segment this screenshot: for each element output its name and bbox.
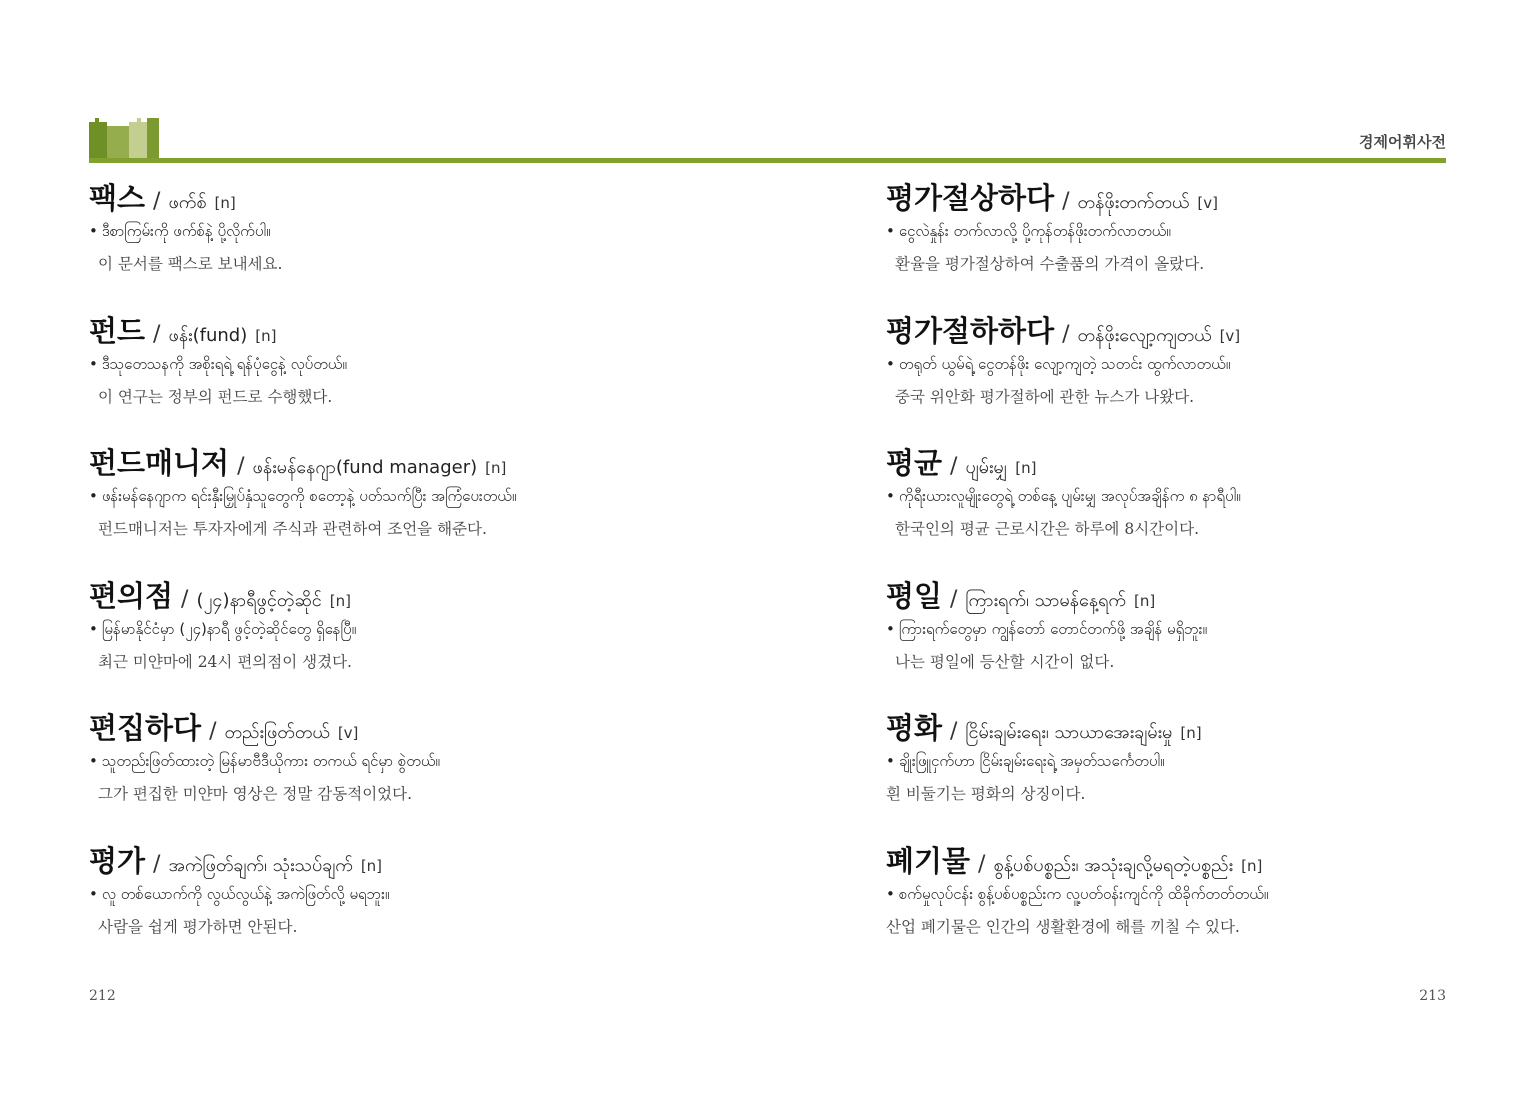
example-myanmar	[89, 355, 729, 377]
example-myanmar-text: တရုတ် ယွမ်ရဲ့ ငွေတန်ဖိုး လျော့ကျတဲ့ သတင်း ထွက်လာတယ်။	[898, 354, 1231, 373]
separator-slash: /	[950, 719, 958, 744]
entry-meaning: စွန့်ပစ်ပစ္စည်း၊ အသုံးချလို့မရတဲ့ပစ္စည်း	[993, 854, 1234, 876]
page-number-right: 213	[1419, 988, 1446, 1004]
example-korean: 환율을 평가절상하여 수출품의 가격이 올랐다.	[895, 255, 1205, 273]
example-myanmar-text: ကြားရက်တွေမှာ ကျွန်တော် တောင်တက်ဖို့ အချိန် မရှိဘူး။	[898, 619, 1208, 638]
entry-headline	[89, 309, 729, 351]
entry-word: 팩스	[89, 181, 146, 215]
example-myanmar	[886, 355, 1526, 377]
example-korean: 중국 위안화 평가절하에 관한 뉴스가 나왔다.	[895, 387, 1195, 406]
separator-slash: /	[237, 454, 245, 479]
book-title: 경제어휘사전	[1359, 133, 1446, 151]
entry-headline	[886, 706, 1526, 748]
separator-slash: /	[209, 719, 217, 744]
dictionary-entry	[89, 176, 729, 309]
example-korean: 나는 평일에 등산할 시간이 없다.	[895, 652, 1115, 671]
bullet-icon: •	[89, 619, 98, 638]
part-of-speech: [n]	[1134, 591, 1156, 610]
example-myanmar-text: ဖန်းမန်နေဂျာက ရင်းနှီးမြှုပ်နှံသူတွေကို စတော့နဲ့ ပတ်သက်ပြီး အကြံပေးတယ်။	[101, 487, 517, 505]
header-decoration	[89, 118, 159, 160]
entry-word: 평일	[886, 578, 943, 613]
separator-slash: /	[181, 586, 189, 612]
example-myanmar	[89, 752, 729, 774]
bullet-icon: •	[89, 884, 98, 903]
entry-meaning: ပျမ်းမျှ	[965, 457, 1008, 478]
example-myanmar	[89, 620, 729, 642]
bullet-icon: •	[886, 354, 895, 373]
right-page-column	[886, 176, 1526, 971]
entry-word: 평가	[89, 843, 146, 878]
bullet-icon: •	[886, 619, 895, 638]
separator-slash: /	[1062, 189, 1070, 214]
dictionary-entry	[886, 839, 1526, 972]
entry-headline	[886, 839, 1526, 881]
dictionary-entry	[886, 176, 1526, 309]
bullet-icon: •	[886, 884, 895, 903]
entry-word: 펀드	[89, 313, 146, 348]
separator-slash: /	[153, 321, 161, 347]
example-myanmar	[886, 487, 1526, 509]
entry-meaning: အကဲဖြတ်ချက်၊ သုံးသပ်ချက်	[168, 854, 353, 876]
dictionary-entry	[89, 309, 729, 442]
entry-meaning: ငြိမ်းချမ်းရေး၊ သာယာအေးချမ်းမှု	[965, 722, 1173, 743]
example-myanmar-text: ဒီစာကြမ်းကို ဖက်စ်နဲ့ ပို့လိုက်ပါ။	[101, 222, 271, 240]
entry-headline	[89, 706, 729, 748]
entry-word: 편의점	[89, 578, 174, 613]
bullet-icon: •	[89, 487, 98, 505]
header-rule	[89, 158, 1446, 163]
entry-headline	[89, 441, 729, 483]
deco-block	[89, 122, 107, 160]
example-myanmar	[886, 222, 1526, 244]
bullet-icon: •	[886, 222, 895, 240]
entry-word: 펀드매니저	[89, 446, 230, 480]
example-korean: 흰 비둘기는 평화의 상징이다.	[886, 785, 1086, 803]
part-of-speech: [v]	[1219, 326, 1241, 345]
deco-block	[129, 122, 147, 160]
example-myanmar	[89, 885, 729, 907]
example-korean: 최근 미얀마에 24시 편의점이 생겼다.	[98, 652, 352, 671]
example-myanmar-text: လူ တစ်ယောက်ကို လွယ်လွယ်နဲ့ အကဲဖြတ်လို့ မရဘူး။	[101, 884, 390, 903]
part-of-speech: [n]	[1180, 724, 1202, 742]
bullet-icon: •	[89, 222, 98, 240]
example-korean: 사람을 쉽게 평가하면 안된다.	[98, 917, 298, 936]
part-of-speech: [n]	[1241, 856, 1263, 875]
separator-slash: /	[978, 851, 986, 877]
entry-headline	[89, 839, 729, 881]
part-of-speech: [n]	[329, 591, 351, 610]
entry-word: 편집하다	[89, 711, 202, 745]
entry-headline	[89, 176, 729, 218]
entry-word: 폐기물	[886, 843, 971, 878]
example-myanmar	[886, 620, 1526, 642]
example-myanmar-text: ကိုရီးယားလူမျိုးတွေရဲ့ တစ်နေ့ ပျမ်းမျှ အလုပ်အချိန်က ၈ နာရီပါ။	[898, 487, 1241, 505]
entry-word: 평화	[886, 711, 943, 745]
dictionary-entry	[886, 706, 1526, 839]
dictionary-entry	[89, 839, 729, 972]
example-myanmar-text: ဒီသုတေသနကို အစိုးရရဲ့ ရန်ပုံငွေနဲ့ လုပ်တယ်။	[101, 354, 347, 373]
bullet-icon: •	[89, 752, 98, 770]
separator-slash: /	[153, 851, 161, 877]
entry-meaning: ဖန်း(fund)	[168, 324, 248, 346]
part-of-speech: [n]	[485, 459, 507, 477]
page-number-left: 212	[89, 988, 116, 1004]
part-of-speech: [v]	[337, 724, 359, 742]
entry-meaning: တည်းဖြတ်တယ်	[224, 722, 330, 743]
example-korean: 이 문서를 팩스로 보내세요.	[98, 255, 283, 273]
example-myanmar-text: ချိုးဖြူငှက်ဟာ ငြိမ်းချမ်းရေးရဲ့ အမှတ်သင်္ကေတပါ။	[898, 752, 1165, 770]
example-korean: 그가 편집한 미얀마 영상은 정말 감동적이었다.	[98, 785, 413, 803]
part-of-speech: [n]	[1015, 459, 1037, 477]
example-myanmar	[886, 752, 1526, 774]
dictionary-entry	[886, 309, 1526, 442]
example-myanmar-text: မြန်မာနိုင်ငံမှာ (၂၄)နာရီ ဖွင့်တဲ့ဆိုင်တွေ ရှိနေပြီ။	[101, 619, 357, 638]
left-page-column	[89, 176, 729, 971]
separator-slash: /	[153, 189, 161, 214]
entry-meaning: ဖက်စ်	[168, 192, 207, 213]
dictionary-entry	[89, 441, 729, 574]
example-myanmar-text: သူတည်းဖြတ်ထားတဲ့ မြန်မာဗီဒီယိုကား တကယ် ရင်မှာ စွဲတယ်။	[101, 752, 440, 770]
entry-headline	[886, 176, 1526, 218]
example-korean: 펀드매니저는 투자자에게 주식과 관련하여 조언을 해준다.	[98, 520, 487, 538]
entry-headline	[89, 574, 729, 616]
part-of-speech: [n]	[214, 194, 236, 212]
example-myanmar	[89, 222, 729, 244]
deco-block	[147, 118, 159, 160]
deco-block	[137, 118, 141, 124]
bullet-icon: •	[886, 752, 895, 770]
separator-slash: /	[950, 586, 958, 612]
dictionary-entry	[89, 706, 729, 839]
entry-word: 평가절상하다	[886, 181, 1055, 215]
example-korean: 산업 폐기물은 인간의 생활환경에 해를 끼칠 수 있다.	[886, 917, 1240, 936]
part-of-speech: [n]	[255, 326, 277, 345]
deco-block	[95, 118, 99, 124]
example-myanmar-text: စက်မှုလုပ်ငန်း စွန့်ပစ်ပစ္စည်းက လူ့ပတ်ဝန်းကျင်ကို ထိခိုက်တတ်တယ်။	[898, 884, 1269, 903]
example-korean: 이 연구는 정부의 펀드로 수행했다.	[98, 387, 333, 406]
entry-meaning: ဖန်းမန်နေဂျာ(fund manager)	[252, 457, 478, 478]
entry-meaning: တန်ဖိုးလျော့ကျတယ်	[1077, 324, 1212, 346]
entry-headline	[886, 441, 1526, 483]
entry-word: 평균	[886, 446, 943, 480]
separator-slash: /	[950, 454, 958, 479]
entry-headline	[886, 309, 1526, 351]
example-myanmar	[89, 487, 729, 509]
entry-headline	[886, 574, 1526, 616]
part-of-speech: [v]	[1197, 194, 1218, 212]
part-of-speech: [n]	[360, 856, 383, 875]
bullet-icon: •	[89, 354, 98, 373]
example-myanmar-text: ငွေလဲနှုန်း တက်လာလို့ ပို့ကုန်တန်ဖိုးတက်လာတယ်။	[898, 222, 1171, 240]
entry-meaning: ကြားရက်၊ သာမန်နေ့ရက်	[965, 589, 1127, 611]
entry-meaning: (၂၄)နာရီဖွင့်တဲ့ဆိုင်	[196, 589, 322, 611]
dictionary-entry	[89, 574, 729, 707]
deco-block	[107, 126, 129, 160]
example-korean: 한국인의 평균 근로시간은 하루에 8시간이다.	[895, 520, 1200, 538]
bullet-icon: •	[886, 487, 895, 505]
dictionary-entry	[886, 441, 1526, 574]
entry-meaning: တန်ဖိုးတက်တယ်	[1077, 192, 1190, 213]
example-myanmar	[886, 885, 1526, 907]
dictionary-entry	[886, 574, 1526, 707]
entry-word: 평가절하하다	[886, 313, 1055, 348]
separator-slash: /	[1062, 321, 1070, 347]
